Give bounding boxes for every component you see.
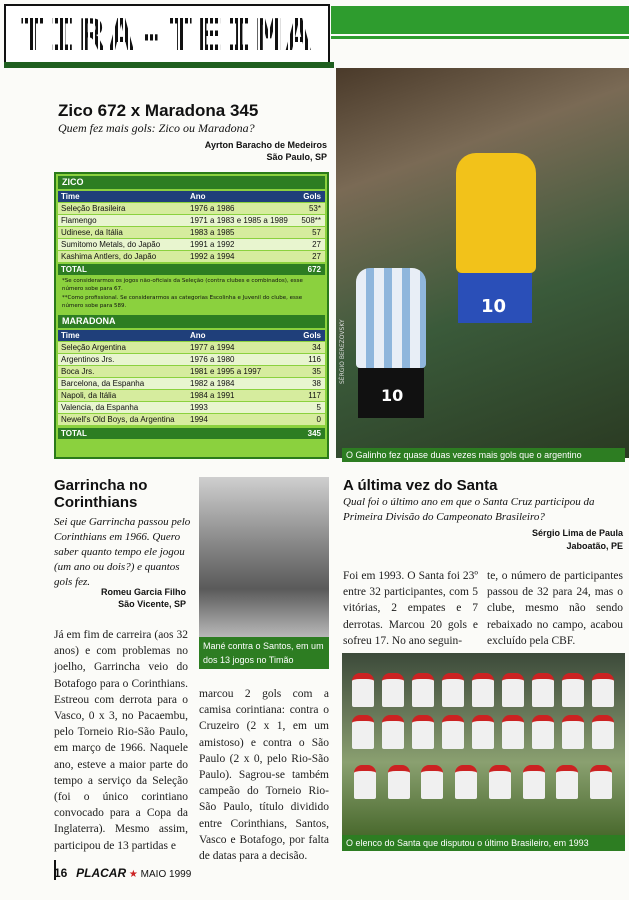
photo-credit: SÉRGIO BEREZOVSKY xyxy=(339,319,346,384)
garrincha-reader-city: São Vicente, SP xyxy=(118,599,186,609)
garrincha-reader-name: Romeu Garcia Filho xyxy=(100,587,186,597)
table-row: Barcelona, da Espanha 1982 a 1984 38 xyxy=(58,378,325,389)
header-green-line xyxy=(331,36,629,39)
table-row: Argentinos Jrs. 1976 a 1980 116 xyxy=(58,354,325,365)
magazine-name: PLACAR xyxy=(76,866,127,880)
section-logo xyxy=(4,4,330,66)
section-title: TIRA-TEIMA xyxy=(19,9,315,61)
santa-team-photo xyxy=(342,653,625,835)
maradona-total-row: TOTAL 345 xyxy=(58,428,325,439)
goals-table xyxy=(54,172,329,459)
table-row: Valencia, da Espanha 1993 5 xyxy=(58,402,325,413)
garrincha-title: Garrincha no Corinthians xyxy=(54,477,148,511)
maradona-shirt-number: 10 xyxy=(381,386,404,405)
zico-shirt-number: 10 xyxy=(481,296,507,317)
santa-title: A última vez do Santa xyxy=(343,477,498,494)
garrincha-body-col2: marcou 2 gols com a camisa corintiana: contra o Cruzeiro (2 x 1, em um amistoso) e contra o São Paulo (2 x 0, pelo Rio-São Paulo). Sagrou-se também campeão do Torneio Rio-São Paulo, título dividido entre Corinthians, Santos, Vasco e Botafogo, por falta de datas para a decisão. xyxy=(199,688,329,863)
table-row: Newell's Old Boys, da Argentina 1994 0 xyxy=(58,414,325,425)
team-front-row xyxy=(348,765,618,793)
zico-total-row: TOTAL 672 xyxy=(58,264,325,275)
zico-note-1: *Se considerarmos os jogos não-oficiais da Seleção (contra clubes e combinados), esse número sobe para 67. xyxy=(62,278,303,292)
team-middle-row xyxy=(348,715,618,743)
page-number: 16 xyxy=(54,866,68,880)
garrincha-question: Sei que Garrincha passou pelo Corinthians em 1966. Quero saber quanto tempo ele jogou (um ano ou dois?) e quantos gols fez. xyxy=(54,516,191,588)
table-row: Seleção Brasileira 1976 a 1986 53* xyxy=(58,203,325,214)
santa-photo-caption: O elenco do Santa que disputou o último Brasileiro, em 1993 xyxy=(342,835,625,851)
star-icon: ★ xyxy=(128,869,138,880)
header-dark-strip xyxy=(4,62,334,68)
maradona-heading: MARADONA xyxy=(58,315,325,328)
garrincha-photo-caption: Mané contra o Santos, em um dos 13 jogos no Timão xyxy=(199,637,329,669)
header-green-strip xyxy=(331,6,629,34)
photo-caption: O Galinho fez quase duas vezes mais gols que o argentino xyxy=(342,448,625,462)
garrincha-body-col1: Já em fim de carreira (aos 32 anos) e com problemas no joelho, Garrincha veio do Botafogo para o Corinthians. Estreou com derrota para o Vasco, 0 x 3, no Pacaembu, pelo Torneio Rio-São Paulo, em março de 1966. Naquele ano, esteve a maior parte do tempo a serviço da Seleção (foi o único corintiano convocado para a Copa da Inglaterra). Mesmo assim, participou de 13 partidas e xyxy=(54,629,188,852)
maradona-column-header: Time Ano Gols xyxy=(58,330,325,341)
zico-figure xyxy=(456,153,536,273)
article-question: Quem fez mais gols: Zico ou Maradona? xyxy=(58,121,255,135)
article-title: Zico 672 x Maradona 345 xyxy=(58,101,259,120)
santa-question: Qual foi o último ano em que o Santa Cruz participou da Primeira Divisão do Campeonato Brasileiro? xyxy=(343,496,595,523)
maradona-figure xyxy=(356,268,426,368)
page-footer xyxy=(54,866,191,880)
table-row: Kashima Antlers, do Japão 1992 a 1994 27 xyxy=(58,251,325,262)
zico-heading: ZICO xyxy=(58,176,325,189)
santa-body-col1: Foi em 1993. O Santa foi 23º entre 32 participantes, com 5 vitórias, 2 empates e 7 derrotas. Marcou 20 gols e sofreu 17. No ano seguin- xyxy=(343,570,478,647)
zico-maradona-photo xyxy=(336,68,629,458)
santa-reader-city: Jaboatão, PE xyxy=(566,541,623,551)
team-back-row xyxy=(348,673,618,701)
reader-name: Ayrton Baracho de Medeiros xyxy=(204,140,327,150)
table-row: Sumitomo Metals, do Japão 1991 a 1992 27 xyxy=(58,239,325,250)
zico-column-header: Time Ano Gols xyxy=(58,191,325,202)
zico-note-2: **Como profissional. Se considerarmos as categorias Escolinha e Juvenil do clube, esse número sobe para 589. xyxy=(62,295,303,309)
table-row: Napoli, da Itália 1984 a 1991 117 xyxy=(58,390,325,401)
table-row: Udinese, da Itália 1983 a 1985 57 xyxy=(58,227,325,238)
reader-city: São Paulo, SP xyxy=(266,152,327,162)
table-row: Seleção Argentina 1977 a 1994 34 xyxy=(58,342,325,353)
garrincha-photo xyxy=(199,477,329,637)
santa-body-col2: te, o número de participantes passou de 32 para 24, mas o clube, mesmo não sendo rebaixado no campo, acabou excluído pela CBF. xyxy=(487,570,623,647)
issue-date: MAIO 1999 xyxy=(140,869,192,880)
santa-reader-name: Sérgio Lima de Paula xyxy=(531,528,623,538)
table-row: Boca Jrs. 1981 e 1995 a 1997 35 xyxy=(58,366,325,377)
table-row: Flamengo 1971 a 1983 e 1985 a 1989 508** xyxy=(58,215,325,226)
